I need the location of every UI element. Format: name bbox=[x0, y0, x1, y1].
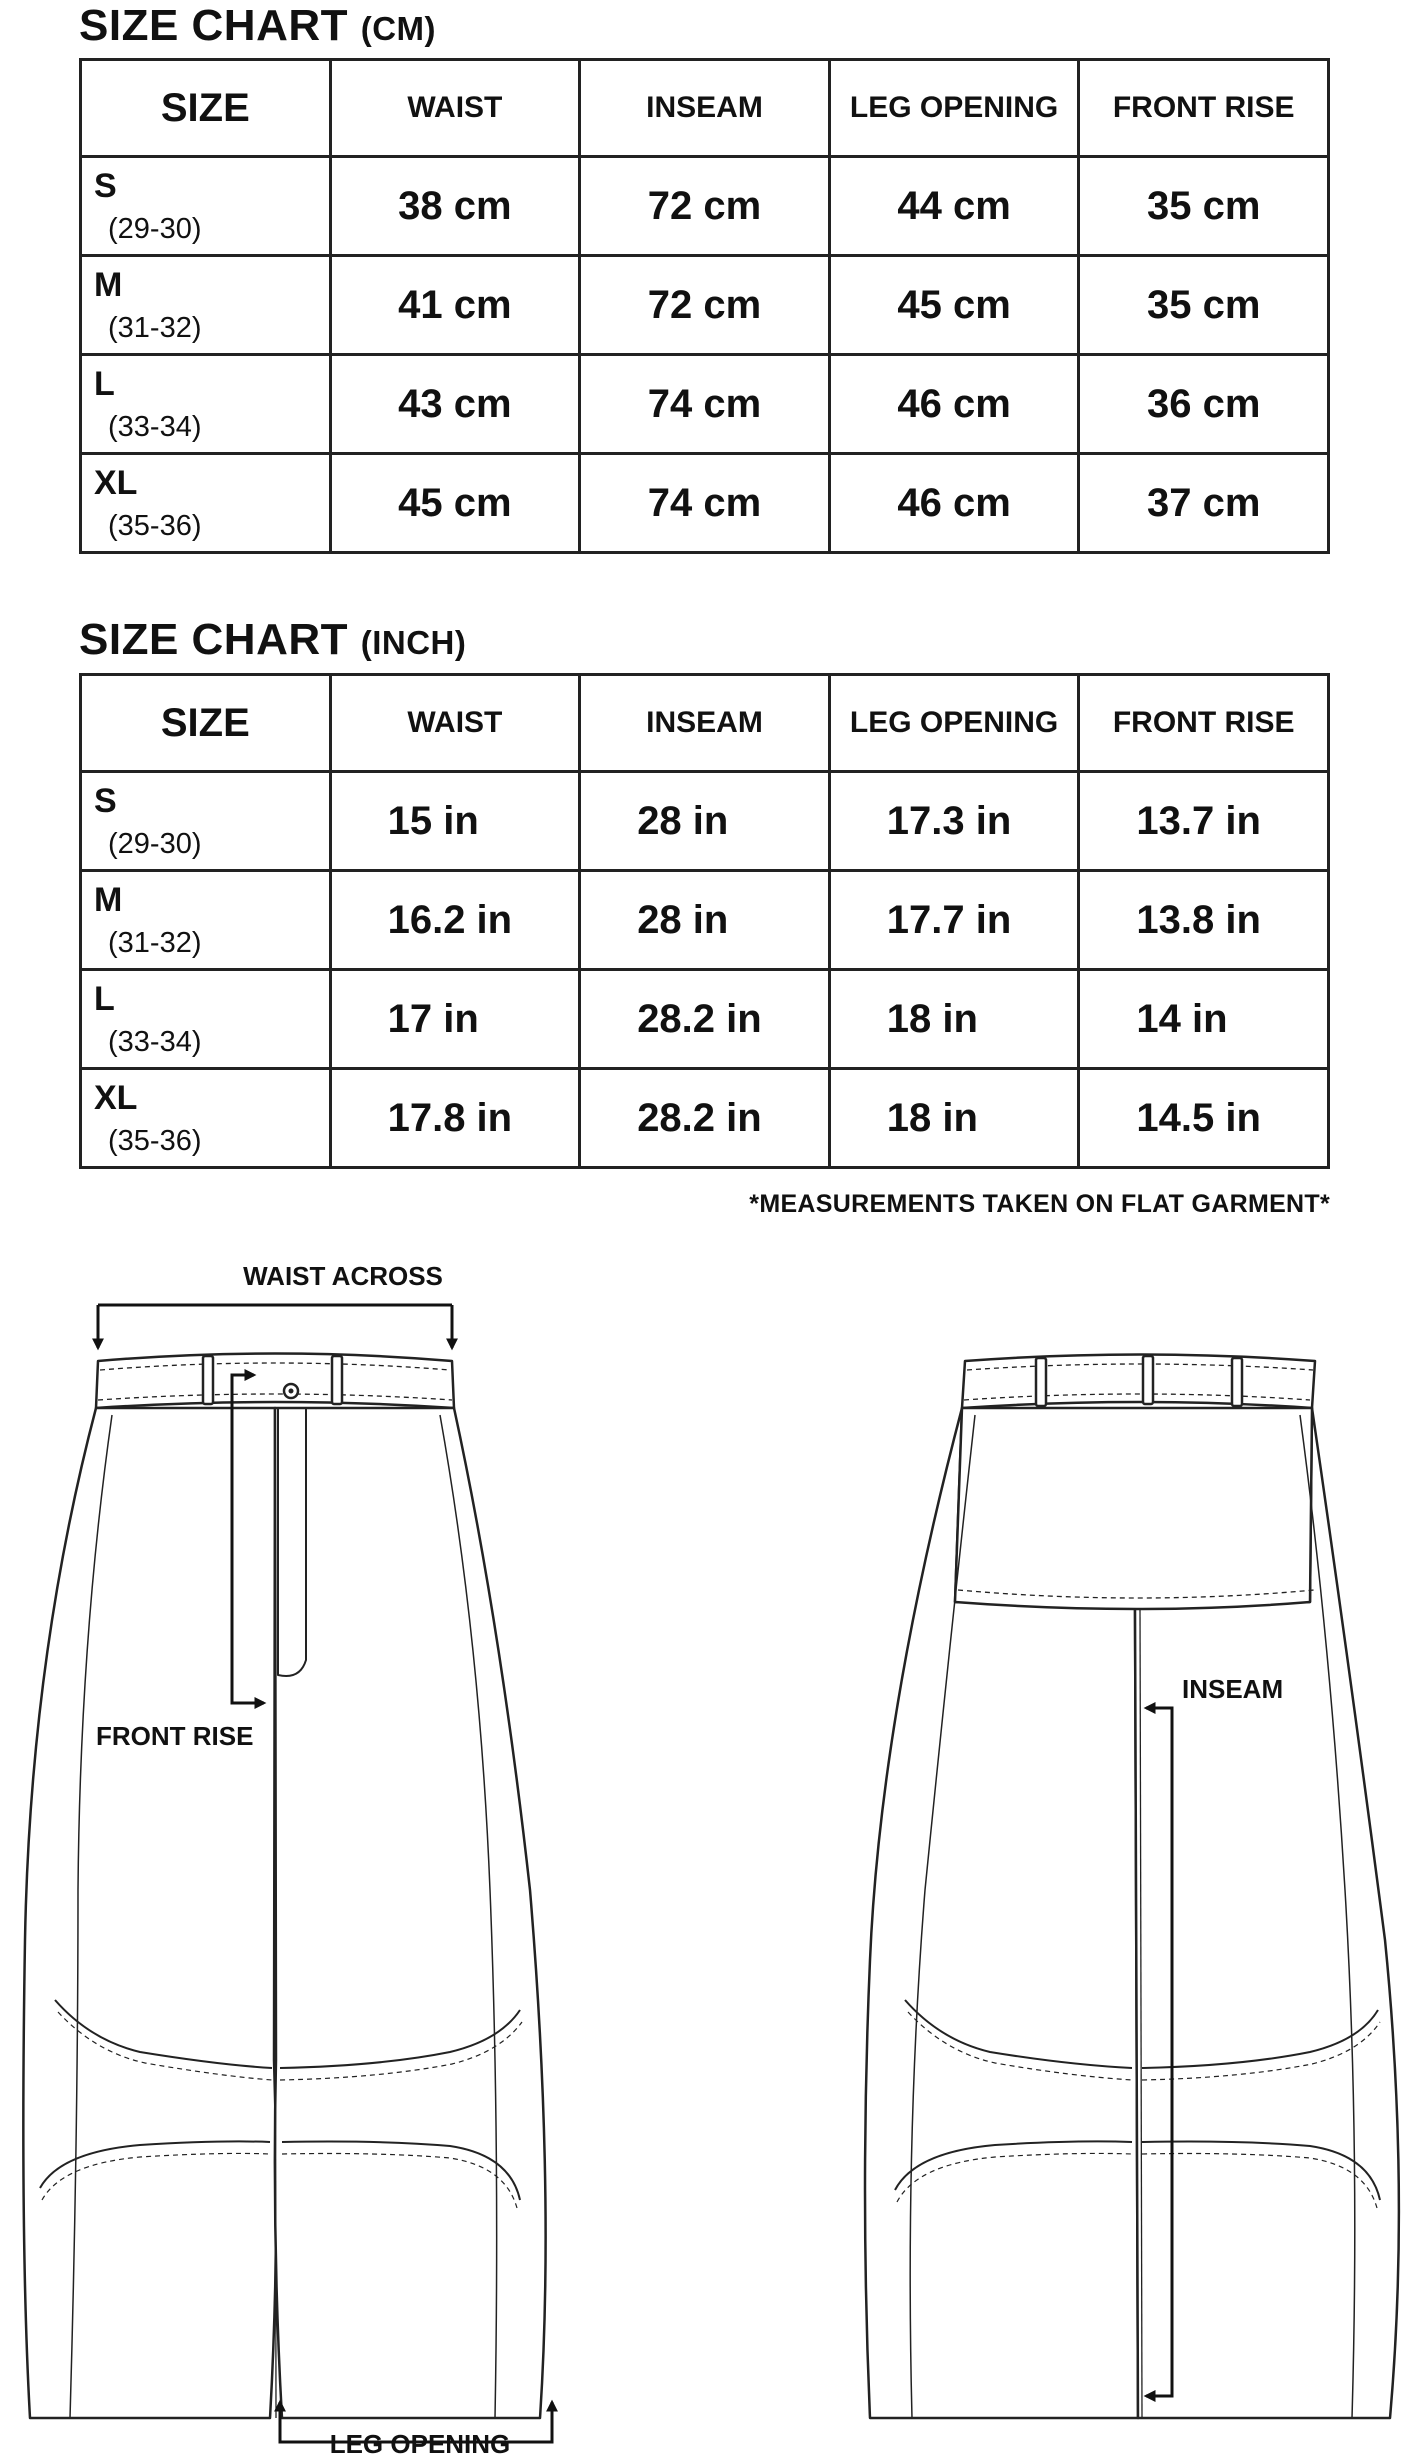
size-cell bbox=[81, 157, 331, 256]
size-letter: S bbox=[94, 166, 117, 205]
waist-value: 43 cm bbox=[330, 355, 580, 454]
size-letter: S bbox=[94, 781, 117, 820]
front-rise-value: 14 in bbox=[1079, 970, 1329, 1069]
cm-col-size: SIZE bbox=[81, 60, 331, 157]
front-waistband bbox=[96, 1354, 454, 1409]
inch-header-row bbox=[81, 675, 1329, 772]
front-rise-value: 35 cm bbox=[1079, 256, 1329, 355]
back-belt-loop bbox=[1143, 1356, 1153, 1404]
front-right-leg bbox=[275, 1408, 546, 2418]
leg-opening-value: 17.7 in bbox=[829, 871, 1079, 970]
inch-title-text: SIZE CHART bbox=[79, 615, 348, 664]
inch-col-size: SIZE bbox=[81, 675, 331, 772]
front-rise-value: 14.5 in bbox=[1079, 1069, 1329, 1168]
size-letter: M bbox=[94, 880, 123, 919]
measurement-note: *MEASUREMENTS TAKEN ON FLAT GARMENT* bbox=[749, 1190, 1330, 1218]
waist-value: 41 cm bbox=[330, 256, 580, 355]
inch-size-table bbox=[79, 673, 1330, 1169]
front-rise-value: 36 cm bbox=[1079, 355, 1329, 454]
table-row bbox=[81, 772, 1329, 871]
size-range: (35-36) bbox=[108, 1124, 202, 1157]
back-view-pants bbox=[865, 1355, 1399, 2419]
inseam-value: 74 cm bbox=[580, 454, 830, 553]
cm-col-inseam: INSEAM bbox=[580, 60, 830, 157]
front-left-leg bbox=[23, 1408, 276, 2418]
size-letter: L bbox=[94, 364, 115, 403]
inch-col-inseam: INSEAM bbox=[580, 675, 830, 772]
cm-size-table bbox=[79, 58, 1330, 554]
size-cell bbox=[81, 454, 331, 553]
table-row bbox=[81, 1069, 1329, 1168]
leg-opening-value: 17.3 in bbox=[829, 772, 1079, 871]
waist-value: 17 in bbox=[330, 970, 580, 1069]
inseam-value: 72 cm bbox=[580, 157, 830, 256]
leg-opening-value: 45 cm bbox=[829, 256, 1079, 355]
size-range: (31-32) bbox=[108, 311, 202, 344]
back-waistband bbox=[962, 1355, 1315, 1409]
size-cell bbox=[81, 256, 331, 355]
size-letter: L bbox=[94, 979, 115, 1018]
size-range: (29-30) bbox=[108, 212, 202, 245]
size-range: (33-34) bbox=[108, 410, 202, 443]
table-row bbox=[81, 970, 1329, 1069]
front-belt-loop bbox=[332, 1356, 342, 1404]
cm-col-leg-opening: LEG OPENING bbox=[829, 60, 1079, 157]
size-range: (31-32) bbox=[108, 926, 202, 959]
size-range: (29-30) bbox=[108, 827, 202, 860]
size-letter: XL bbox=[94, 1078, 138, 1117]
size-cell bbox=[81, 355, 331, 454]
front-rise-value: 37 cm bbox=[1079, 454, 1329, 553]
table-row bbox=[81, 454, 1329, 553]
inseam-value: 28 in bbox=[580, 871, 830, 970]
table-row bbox=[81, 871, 1329, 970]
size-cell bbox=[81, 1069, 331, 1168]
cm-header-row bbox=[81, 60, 1329, 157]
pants-measurement-diagram bbox=[0, 1240, 1410, 2455]
size-range: (33-34) bbox=[108, 1025, 202, 1058]
cm-col-front-rise: FRONT RISE bbox=[1079, 60, 1329, 157]
inch-unit-label: (INCH) bbox=[360, 624, 467, 661]
front-belt-loop bbox=[203, 1356, 213, 1404]
cm-title-text: SIZE CHART bbox=[79, 1, 348, 50]
inch-col-waist: WAIST bbox=[330, 675, 580, 772]
inseam-value: 28.2 in bbox=[580, 1069, 830, 1168]
leg-opening-label: LEG OPENING bbox=[329, 2429, 511, 2455]
inch-col-front-rise: FRONT RISE bbox=[1079, 675, 1329, 772]
inseam-value: 72 cm bbox=[580, 256, 830, 355]
inseam-value: 28.2 in bbox=[580, 970, 830, 1069]
leg-opening-value: 46 cm bbox=[829, 355, 1079, 454]
leg-opening-value: 18 in bbox=[829, 1069, 1079, 1168]
table-row bbox=[81, 355, 1329, 454]
waist-value: 38 cm bbox=[330, 157, 580, 256]
waist-value: 15 in bbox=[330, 772, 580, 871]
waist-value: 45 cm bbox=[330, 454, 580, 553]
inseam-value: 74 cm bbox=[580, 355, 830, 454]
front-rise-value: 35 cm bbox=[1079, 157, 1329, 256]
size-letter: XL bbox=[94, 463, 138, 502]
inch-col-leg-opening: LEG OPENING bbox=[829, 675, 1079, 772]
waist-value: 17.8 in bbox=[330, 1069, 580, 1168]
table-row bbox=[81, 157, 1329, 256]
back-belt-loop bbox=[1036, 1358, 1046, 1406]
size-cell bbox=[81, 772, 331, 871]
cm-unit-label: (CM) bbox=[360, 10, 437, 47]
back-belt-loop bbox=[1232, 1358, 1242, 1406]
cm-chart-title bbox=[79, 1, 437, 50]
back-yoke bbox=[955, 1408, 1312, 1609]
size-range: (35-36) bbox=[108, 509, 202, 542]
inseam-label: INSEAM bbox=[1182, 1674, 1284, 1704]
waist-value: 16.2 in bbox=[330, 871, 580, 970]
size-cell bbox=[81, 871, 331, 970]
front-rise-label: FRONT RISE bbox=[96, 1721, 254, 1751]
front-rise-value: 13.8 in bbox=[1079, 871, 1329, 970]
size-cell bbox=[81, 970, 331, 1069]
front-rise-value: 13.7 in bbox=[1079, 772, 1329, 871]
leg-opening-value: 44 cm bbox=[829, 157, 1079, 256]
waist-across-label: WAIST ACROSS bbox=[243, 1261, 443, 1291]
size-letter: M bbox=[94, 265, 123, 304]
front-view-pants bbox=[23, 1354, 545, 2419]
leg-opening-value: 46 cm bbox=[829, 454, 1079, 553]
cm-col-waist: WAIST bbox=[330, 60, 580, 157]
table-row bbox=[81, 256, 1329, 355]
inch-chart-title bbox=[79, 615, 467, 664]
leg-opening-value: 18 in bbox=[829, 970, 1079, 1069]
inseam-value: 28 in bbox=[580, 772, 830, 871]
